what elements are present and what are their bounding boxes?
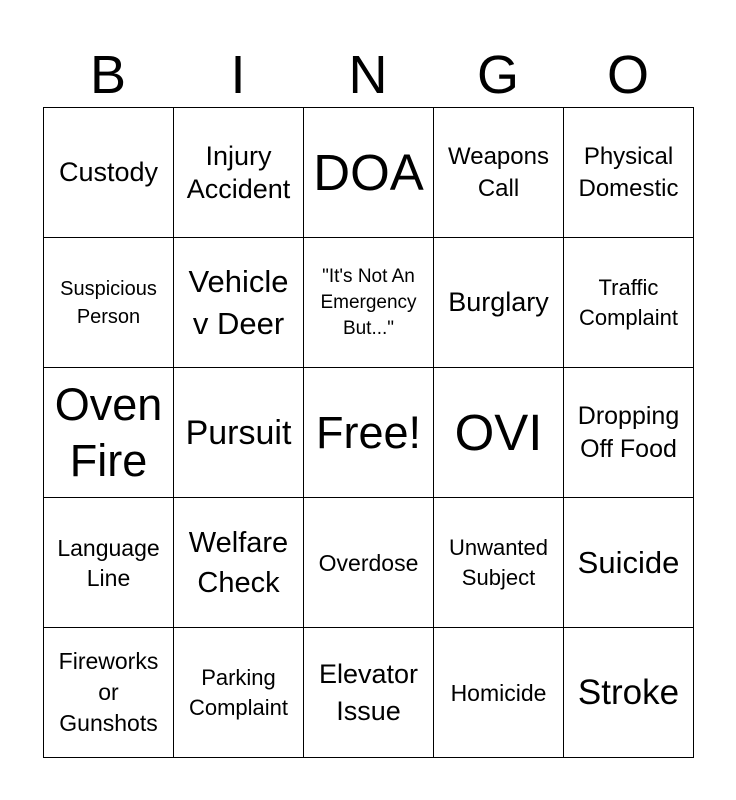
header-letter-o: O xyxy=(606,45,649,105)
header-letter-n: N xyxy=(348,45,388,105)
bingo-cell-5-2[interactable]: Parking Complaint xyxy=(174,628,304,758)
bingo-cell-1-4[interactable]: Weapons Call xyxy=(434,108,564,238)
bingo-cell-4-2[interactable]: Welfare Check xyxy=(174,498,304,628)
bingo-cell-1-5[interactable]: Physical Domestic xyxy=(564,108,694,238)
header-letter-b: B xyxy=(89,45,127,105)
bingo-cell-1-1[interactable]: Custody xyxy=(44,108,174,238)
bingo-cell-5-3[interactable]: Elevator Issue xyxy=(304,628,434,758)
header-letter-g: G xyxy=(476,45,519,105)
bingo-cell-2-3[interactable]: "It's Not An Emergency But..." xyxy=(304,238,434,368)
bingo-cell-3-5[interactable]: Dropping Off Food xyxy=(564,368,694,498)
bingo-cell-4-3[interactable]: Overdose xyxy=(304,498,434,628)
bingo-cell-2-1[interactable]: Suspicious Person xyxy=(44,238,174,368)
bingo-cell-3-1[interactable]: Oven Fire xyxy=(44,368,174,498)
bingo-cell-3-2[interactable]: Pursuit xyxy=(174,368,304,498)
bingo-header xyxy=(43,44,693,106)
bingo-cell-4-4[interactable]: Unwanted Subject xyxy=(434,498,564,628)
bingo-cell-4-1[interactable]: Language Line xyxy=(44,498,174,628)
bingo-cell-3-3[interactable]: Free! xyxy=(304,368,434,498)
bingo-cell-2-2[interactable]: Vehicle v Deer xyxy=(174,238,304,368)
bingo-cell-4-5[interactable]: Suicide xyxy=(564,498,694,628)
bingo-board xyxy=(43,107,694,758)
header-letter-i: I xyxy=(230,45,246,105)
bingo-cell-2-4[interactable]: Burglary xyxy=(434,238,564,368)
bingo-cell-5-5[interactable]: Stroke xyxy=(564,628,694,758)
bingo-cell-5-1[interactable]: Fireworks or Gunshots xyxy=(44,628,174,758)
bingo-cell-2-5[interactable]: Traffic Complaint xyxy=(564,238,694,368)
bingo-cell-1-3[interactable]: DOA xyxy=(304,108,434,238)
bingo-cell-1-2[interactable]: Injury Accident xyxy=(174,108,304,238)
bingo-cell-3-4[interactable]: OVI xyxy=(434,368,564,498)
bingo-cell-5-4[interactable]: Homicide xyxy=(434,628,564,758)
